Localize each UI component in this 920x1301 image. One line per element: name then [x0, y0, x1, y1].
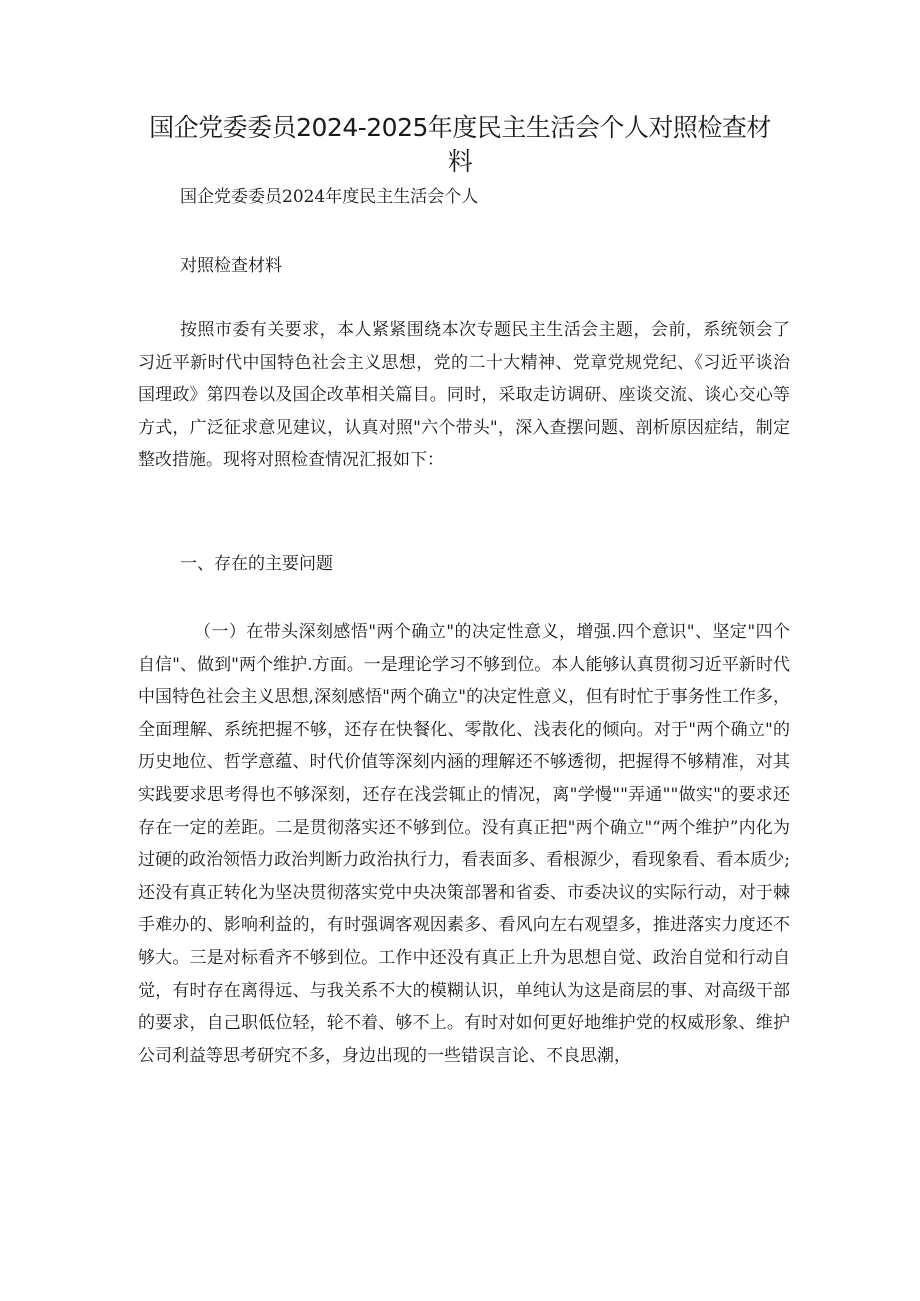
document-title: 国企党委委员2024-2025年度民主生活会个人对照检查材料 — [149, 113, 771, 176]
section-heading: 一、存在的主要问题 — [180, 554, 333, 574]
body-paragraph: （一）在带头深刻感悟"两个确立"的决定性意义，增强.四个意识"、坚定"四个自信"、做到"两个维护.方面。一是理论学习不够到位。本人能够认真贯彻习近平新时代中国特色社会主义思想,深刻感悟"两个确立"的决定性意义，但有时忙于事务性工作多，全面理解、系统把握不够，还存在快餐化、零散化、浅表化的倾向。对于"两个确立"的历史地位、哲学意蕴、时代价值等深刻内涵的理解还不够透彻，把握得不够精准，对其实践要求思考得也不够深刻，还存在浅尝辄止的情况，离"学慢""弄通""做实"的要求还存在一定的差距。二是贯彻落实还不够到位。没有真正把"两个确立"“两个维护”内化为过硬的政治领悟力政治判断力政治执行力，看表面多、看根源少，看现象看、看本质少;还没有真正转化为坚决贯彻落实党中央决策部署和省委、市委决议的实际行动，对于棘手难办的、影响利益的，有时强调客观因素多、看风向左右观望多，推进落实力度还不够大。三是对标看齐不够到位。工作中还没有真正上升为思想自觉、政治自觉和行动自觉，有时存在离得远、与我关系不大的模糊认识，单纯认为这是商层的事、对高级干部的要求，自己职低位轻，轮不着、够不上。有时对如何更好地维护党的权威形象、维护公司利益等思考研究不多，身边出现的一些错误言论、不良思潮， — [138, 622, 790, 1066]
document-subtitle: 国企党委委员2024年度民主生活会个人 — [180, 187, 479, 207]
document-subtitle-continued: 对照检查材料 — [180, 256, 282, 276]
intro-paragraph: 按照市委有关要求，本人紧紧围绕本次专题民主生活会主题，会前，系统领会了习近平新时代中国特色社会主义思想，党的二十大精神、党章党规党纪、《习近平谈治国理政》第四卷以及国企改革相关篇目。同时，采取走访调研、座谈交流、谈心交心等方式，广泛征求意见建议，认真对照"六个带头"，深入查摆问题、剖析原因症结，制定整改措施。现将对照检查情况汇报如下： — [138, 320, 790, 471]
